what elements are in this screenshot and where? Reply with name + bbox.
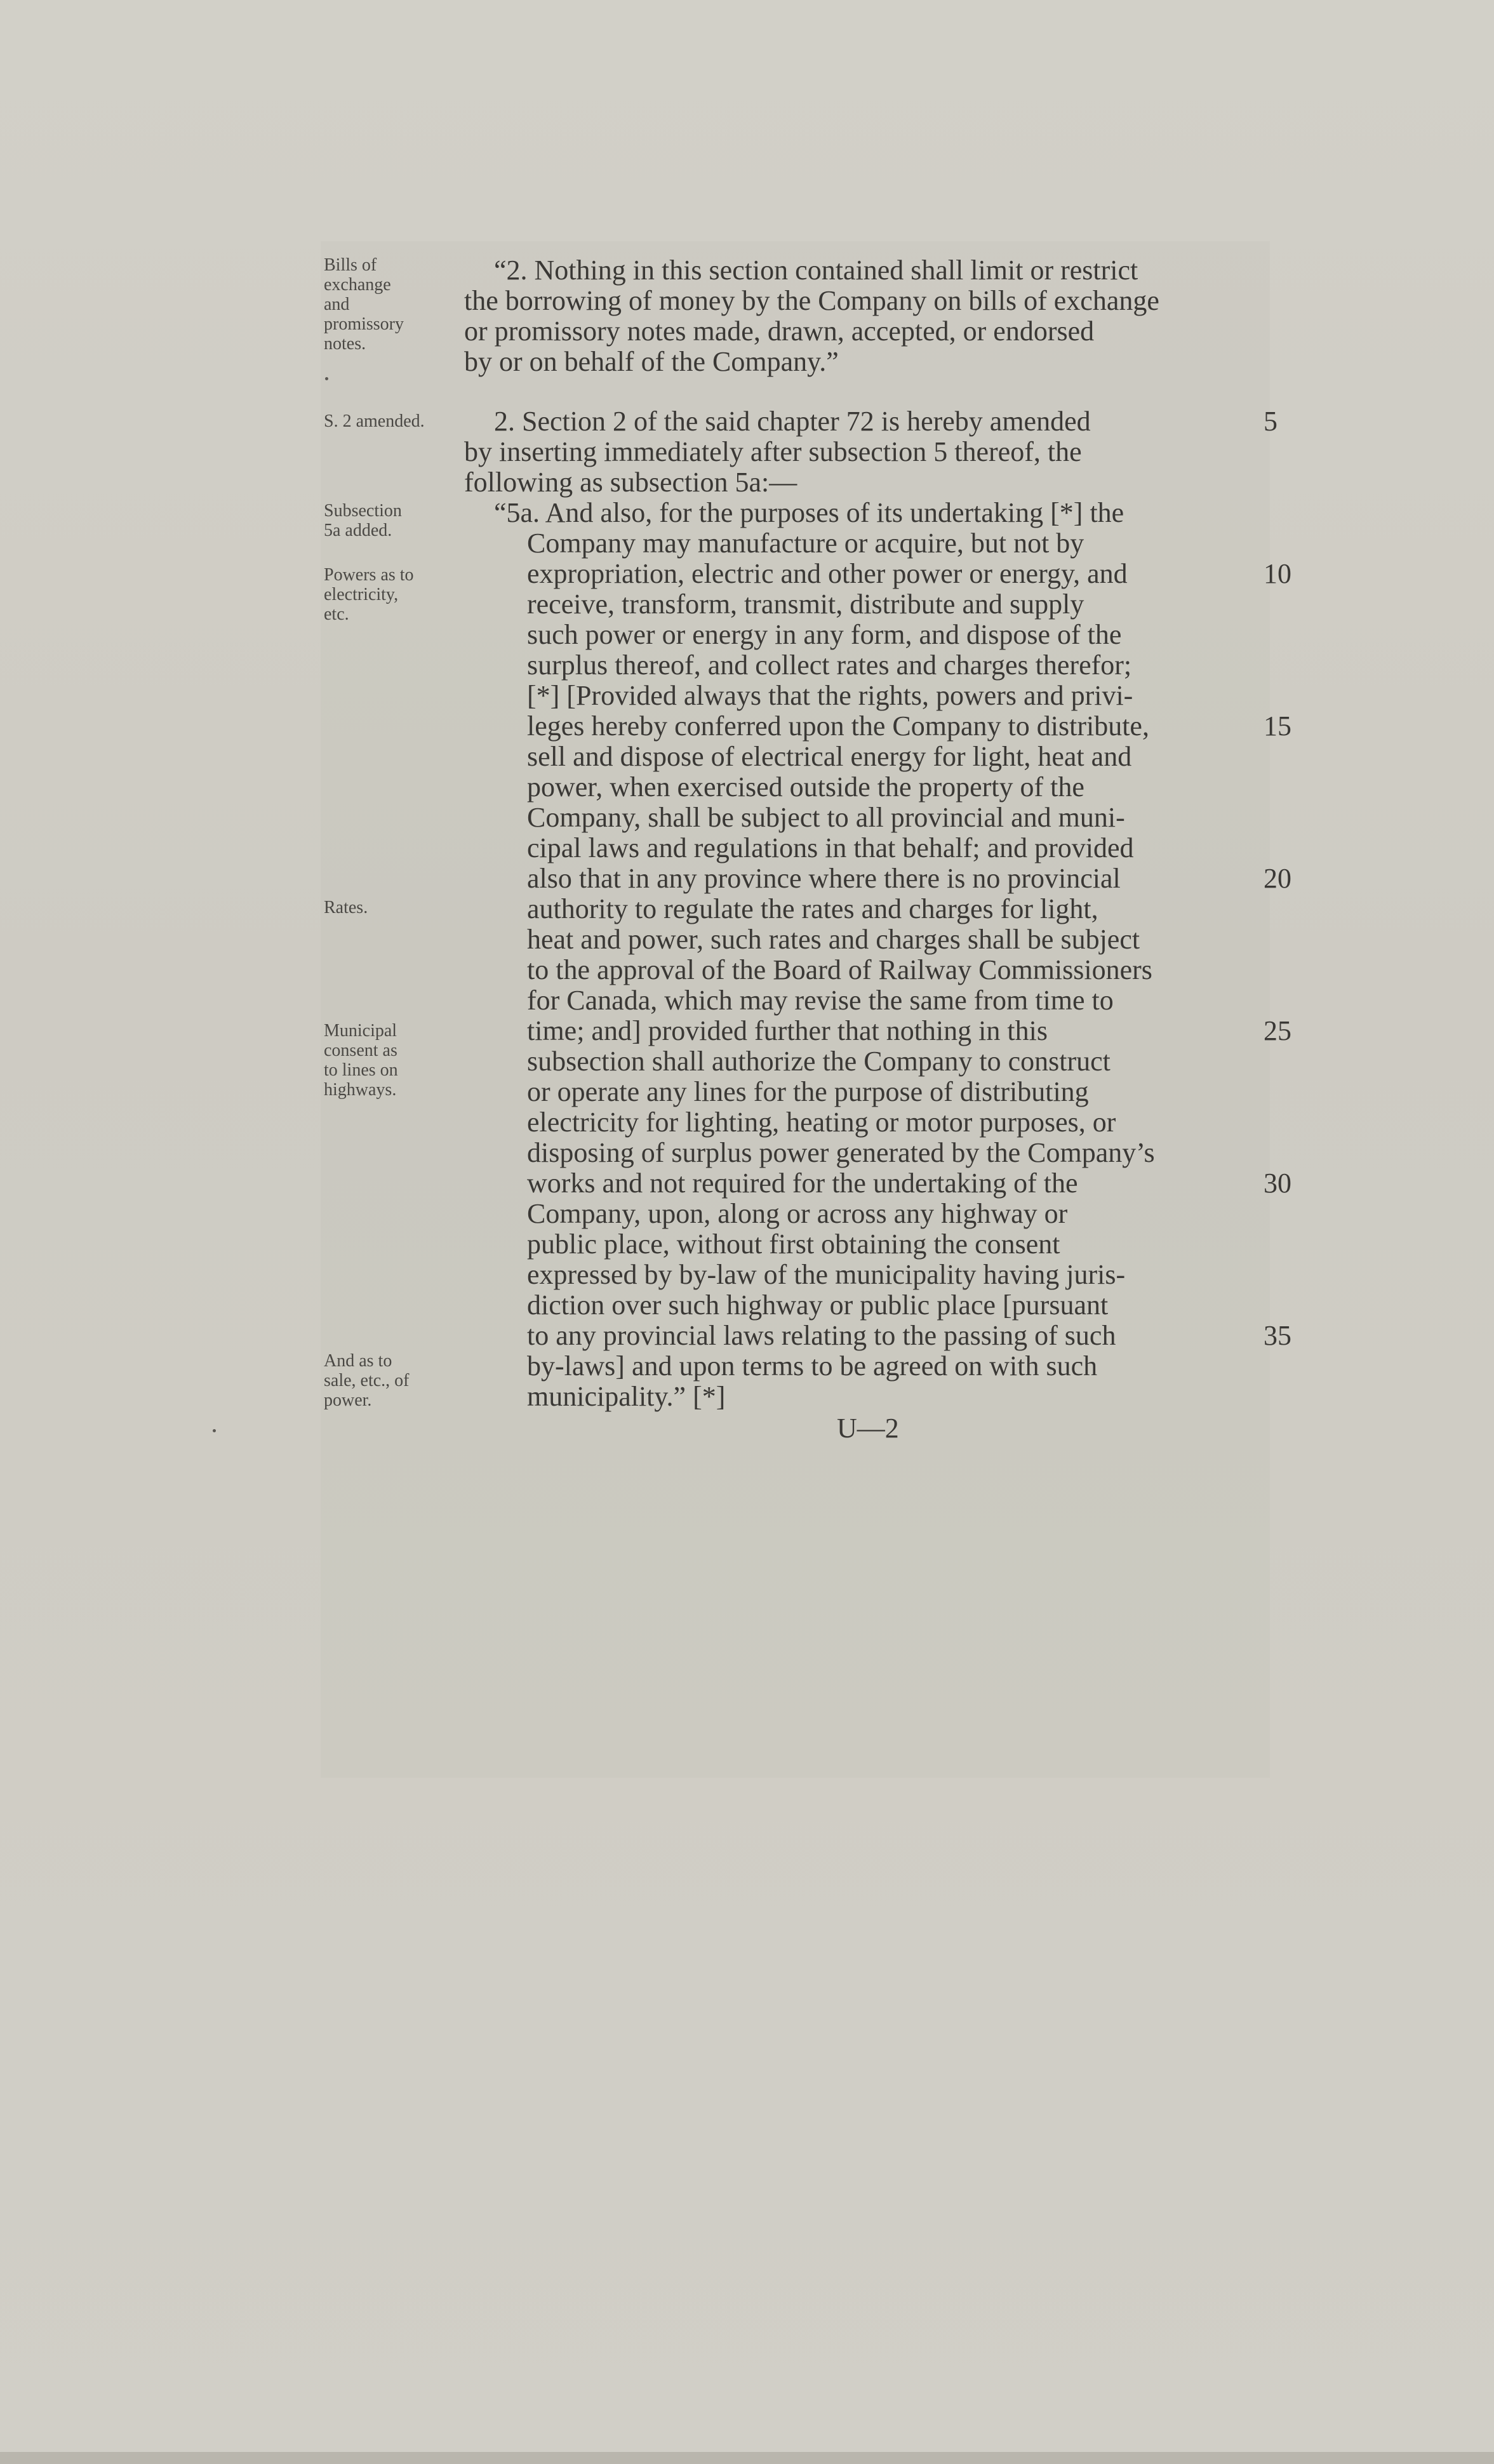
margin-note-line: Rates. — [324, 898, 368, 917]
margin-note-powers — [324, 565, 414, 624]
margin-note-line: to lines on — [324, 1060, 398, 1080]
margin-note-line: exchange — [324, 275, 391, 295]
body-line: 2. Section 2 of the said chapter 72 is hereby amended — [494, 406, 1091, 437]
body-line: also that in any province where there is no provincial — [527, 863, 1121, 894]
body-line: by inserting immediately after subsection 5 thereof, the — [464, 436, 1082, 467]
body-line: sell and dispose of electrical energy for light, heat and — [527, 741, 1132, 772]
line-number: 5 — [1264, 406, 1277, 437]
body-line: subsection shall authorize the Company to construct — [527, 1046, 1110, 1077]
margin-note-s2-amended — [324, 411, 425, 431]
body-line: time; and] provided further that nothing in this — [527, 1015, 1048, 1046]
body-line: Company may manufacture or acquire, but not by — [527, 528, 1084, 559]
margin-note-sale — [324, 1351, 410, 1410]
line-number: 10 — [1264, 558, 1291, 589]
body-line: leges hereby conferred upon the Company to distribute, — [527, 710, 1149, 742]
line-number: 25 — [1264, 1015, 1291, 1046]
margin-note-line: power. — [324, 1390, 372, 1410]
body-line: municipality.” [*] — [527, 1381, 726, 1412]
body-line: the borrowing of money by the Company on bills of exchange — [464, 285, 1159, 316]
body-line: by-laws] and upon terms to be agreed on with such — [527, 1350, 1098, 1382]
margin-note-line: highways. — [324, 1080, 397, 1100]
body-line: diction over such highway or public place [pursuant — [527, 1289, 1109, 1321]
body-line: to the approval of the Board of Railway Commissioners — [527, 954, 1152, 985]
body-line: power, when exercised outside the property of the — [527, 771, 1084, 802]
body-line: such power or energy in any form, and dispose of the — [527, 619, 1122, 650]
margin-note-line: Subsection — [324, 501, 402, 521]
margin-note-line: Powers as to — [324, 565, 414, 585]
margin-note-line: And as to — [324, 1351, 392, 1371]
print-speck — [213, 1429, 216, 1432]
body-line: “5a. And also, for the purposes of its undertaking [*] the — [494, 497, 1124, 528]
print-speck — [325, 377, 328, 380]
margin-note-rates — [324, 898, 368, 917]
body-line: disposing of surplus power generated by the Company’s — [527, 1137, 1155, 1168]
body-line: Company, shall be subject to all provincial and muni- — [527, 802, 1125, 833]
margin-note-municipal — [324, 1021, 398, 1100]
body-line: “2. Nothing in this section contained shall limit or restrict — [494, 255, 1138, 286]
body-line: authority to regulate the rates and charges for light, — [527, 893, 1098, 924]
body-line: expressed by by-law of the municipality having juris- — [527, 1259, 1126, 1290]
body-line: to any provincial laws relating to the passing of such — [527, 1320, 1116, 1351]
margin-note-line: Municipal — [324, 1021, 397, 1041]
line-number: 30 — [1264, 1168, 1291, 1199]
margin-note-line: 5a added. — [324, 521, 392, 540]
body-line: or operate any lines for the purpose of distributing — [527, 1076, 1089, 1107]
body-line: expropriation, electric and other power or energy, and — [527, 558, 1128, 589]
margin-note-subsection — [324, 501, 402, 540]
body-line: surplus thereof, and collect rates and charges therefor; — [527, 649, 1132, 681]
margin-note-line: sale, etc., of — [324, 1371, 410, 1390]
margin-note-line: consent as — [324, 1041, 397, 1060]
margin-note-line: notes. — [324, 334, 366, 354]
margin-note-line: promissory — [324, 314, 404, 334]
margin-note-line: and — [324, 295, 350, 314]
body-line: [*] [Provided always that the rights, powers and privi- — [527, 680, 1133, 711]
margin-note-line: S. 2 amended. — [324, 411, 425, 431]
body-line: public place, without first obtaining the consent — [527, 1229, 1060, 1260]
body-line: following as subsection 5a:— — [464, 467, 797, 498]
body-line: heat and power, such rates and charges shall be subject — [527, 924, 1140, 955]
margin-note-line: Bills of — [324, 255, 377, 275]
margin-note-bills — [324, 255, 404, 354]
line-number: 20 — [1264, 863, 1291, 894]
margin-note-line: electricity, — [324, 585, 399, 604]
page-bottom-edge — [0, 2452, 1494, 2464]
body-line: by or on behalf of the Company.” — [464, 346, 839, 377]
body-line: receive, transform, transmit, distribute and supply — [527, 589, 1084, 620]
body-line: electricity for lighting, heating or motor purposes, or — [527, 1107, 1116, 1138]
body-line: for Canada, which may revise the same from time to — [527, 985, 1114, 1016]
body-line: Company, upon, along or across any highway or — [527, 1198, 1068, 1229]
line-number: 15 — [1264, 710, 1291, 742]
margin-note-line: etc. — [324, 604, 349, 624]
page-signature: U—2 — [837, 1413, 899, 1444]
body-line: or promissory notes made, drawn, accepted, or endorsed — [464, 316, 1095, 347]
line-number: 35 — [1264, 1320, 1291, 1351]
body-line: works and not required for the undertaking of the — [527, 1168, 1078, 1199]
body-line: cipal laws and regulations in that behalf; and provided — [527, 832, 1134, 863]
